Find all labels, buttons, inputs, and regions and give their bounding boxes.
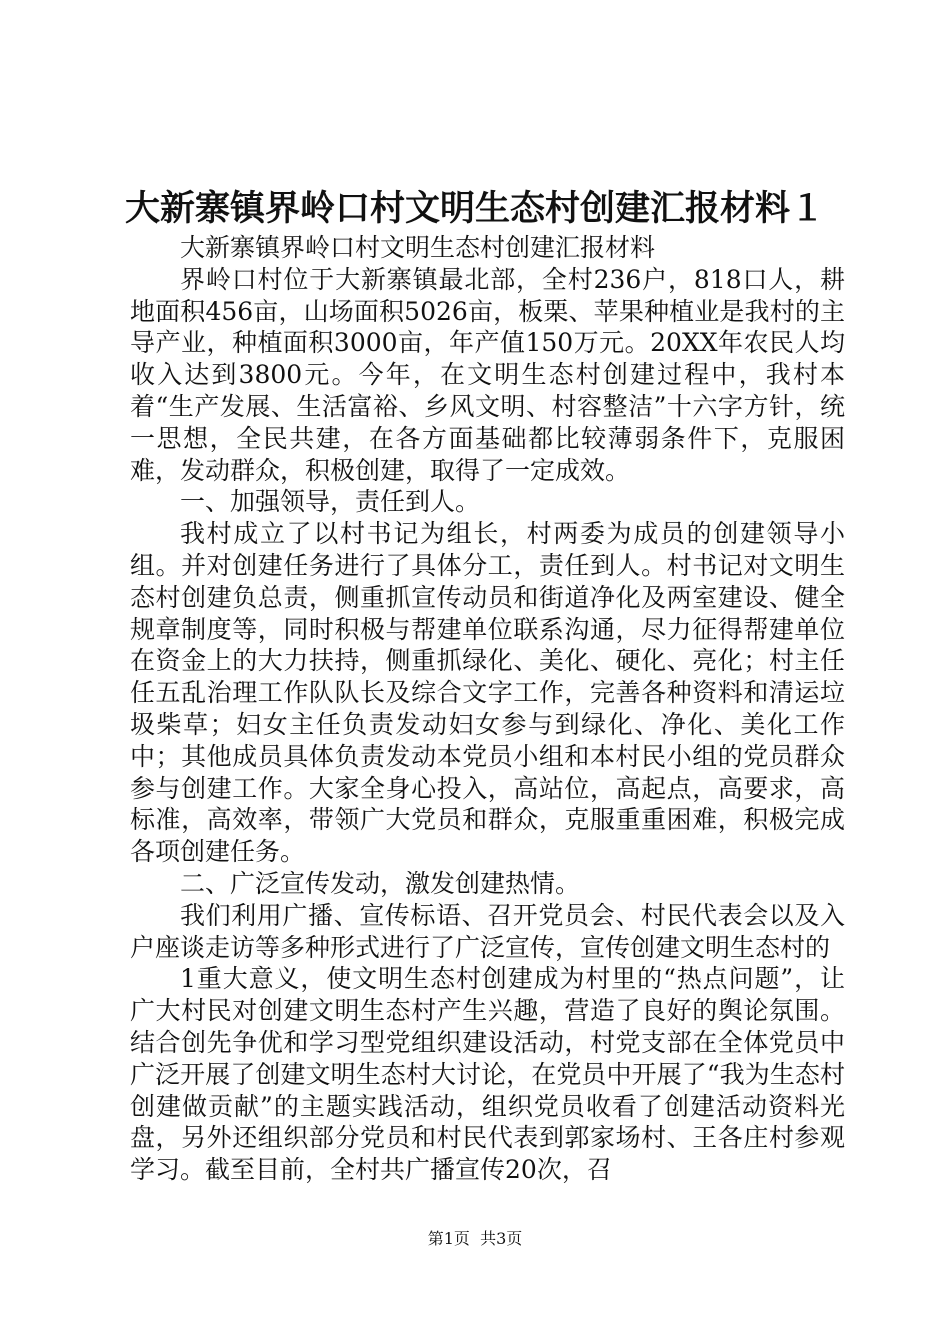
paragraph-section-2b: 1重大意义，使文明生态村创建成为村里的“热点问题”，让广大村民对创建文明生态村产生兴趣，营造了良好的舆论氛围。结合创先争优和学习型党组织建设活动，村党支部在全体党员中广泛开展了创建文明生态村大讨论，在党员中开展了“我为生态村创建做贡献”的主题实践活动，组织党员收看了创建活动资料光盘，另外还组织部分党员和村民代表到郭家场村、王各庄村参观学习。截至目前，全村共广播宣传20次，召: [130, 964, 845, 1185]
paragraph-subtitle: 大新寨镇界岭口村文明生态村创建汇报材料: [180, 233, 656, 262]
page-footer: 第1页 共3页: [427, 1229, 523, 1248]
paragraph-intro: 界岭口村位于大新寨镇最北部，全村236户，818口人，耕地面积456亩，山场面积5026亩，板栗、苹果种植业是我村的主导产业，种植面积3000亩，年产值150万元。20XX年农民人均收入达到3800元。今年，在文明生态村创建过程中，我村本着“生产发展、生活富裕、乡风文明、村容整洁”十六字方针，统一思想，全民共建，在各方面基础都比较薄弱条件下，克服困难，发动群众，积极创建，取得了一定成效。: [130, 264, 845, 485]
document-title: 大新寨镇界岭口村文明生态村创建汇报材料１: [124, 188, 825, 229]
paragraph-section-2a: 我们利用广播、宣传标语、召开党员会、村民代表会以及入户座谈走访等多种形式进行了广泛宣传，宣传创建文明生态村的: [130, 900, 845, 962]
section-heading-1: 一、加强领导，责任到人。: [180, 487, 481, 517]
section-heading-2: 二、广泛宣传发动，激发创建热情。: [180, 868, 581, 898]
document-body: [130, 232, 845, 1186]
paragraph-section-1: 我村成立了以村书记为组长，村两委为成员的创建领导小组。并对创建任务进行了具体分工，责任到人。村书记对文明生态村创建负总责，侧重抓宣传动员和街道净化及两室建设、健全规章制度等，同时积极与帮建单位联系沟通，尽力征得帮建单位在资金上的大力扶持，侧重抓绿化、美化、硬化、亮化；村主任任五乱治理工作队队长及综合文字工作，完善各种资料和清运垃圾柴草；妇女主任负责发动妇女参与到绿化、净化、美化工作中；其他成员具体负责发动本党员小组和本村民小组的党员群众参与创建工作。大家全身心投入，高站位，高起点，高要求，高标准，高效率，带领广大党员和群众，克服重重困难，积极完成各项创建任务。: [130, 519, 845, 867]
